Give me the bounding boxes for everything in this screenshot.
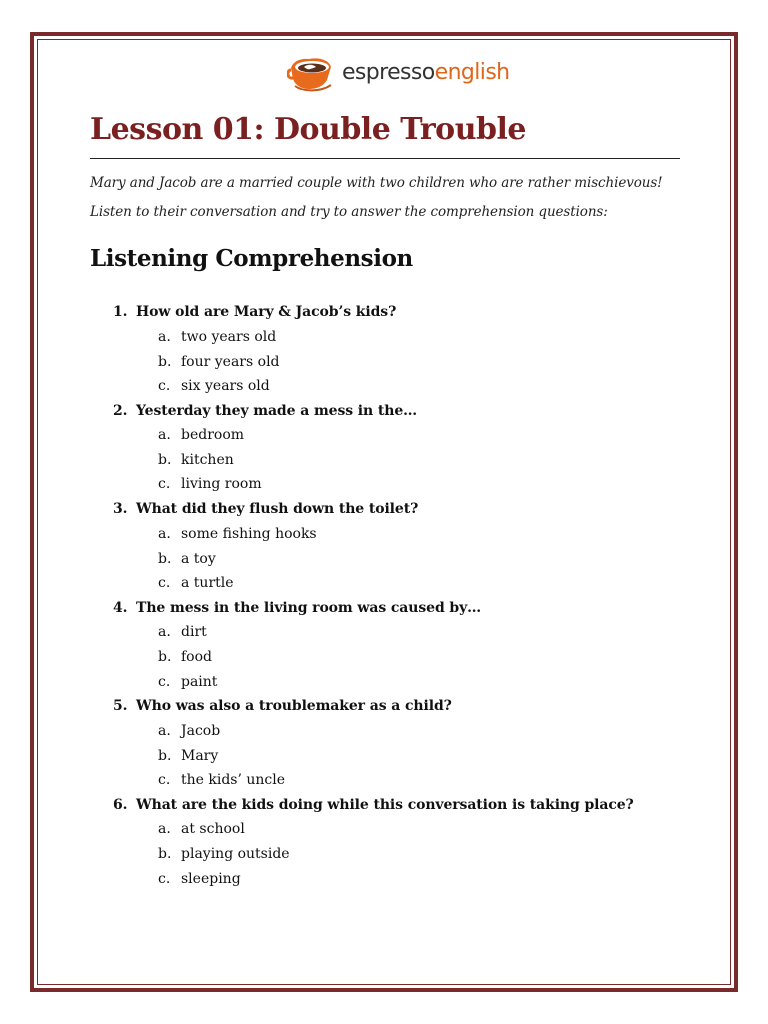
option-letter: b. <box>158 649 172 665</box>
option-text: food <box>181 649 213 665</box>
option-letter: c. <box>158 575 171 591</box>
question-number: 1. <box>113 304 128 320</box>
section-title: Listening Comprehension <box>90 245 413 272</box>
option-2a <box>158 427 244 443</box>
option-2b <box>158 452 234 468</box>
question-text: What are the kids doing while this conversation is taking place? <box>136 797 634 813</box>
question-5 <box>113 698 452 714</box>
option-letter: a. <box>158 427 171 443</box>
option-1a <box>158 329 276 345</box>
option-4a <box>158 624 207 640</box>
option-6a <box>158 821 245 837</box>
option-text: a turtle <box>181 575 234 591</box>
option-text: kitchen <box>181 452 234 468</box>
intro-line-1: Mary and Jacob are a married couple with two children who are rather mischievous! <box>90 175 663 191</box>
question-number: 4. <box>113 600 128 616</box>
option-text: six years old <box>181 378 270 394</box>
option-text: living room <box>181 476 262 492</box>
option-letter: c. <box>158 871 171 887</box>
option-5b <box>158 748 218 764</box>
option-1c <box>158 378 270 394</box>
option-text: some fishing hooks <box>181 526 317 542</box>
option-letter: a. <box>158 526 171 542</box>
option-letter: b. <box>158 846 172 862</box>
option-6b <box>158 846 290 862</box>
question-1 <box>113 304 396 320</box>
question-number: 3. <box>113 501 128 517</box>
question-text: How old are Mary & Jacob’s kids? <box>136 304 397 320</box>
option-text: a toy <box>181 551 216 567</box>
option-letter: a. <box>158 329 171 345</box>
option-3c <box>158 575 234 591</box>
option-3a <box>158 526 317 542</box>
option-letter: a. <box>158 821 171 837</box>
intro-line-2: Listen to their conversation and try to answer the comprehension questions: <box>90 204 608 220</box>
option-text: at school <box>181 821 245 837</box>
option-5a <box>158 723 220 739</box>
logo-word-espresso: espresso <box>342 59 435 85</box>
option-text: Mary <box>181 748 219 764</box>
question-number: 6. <box>113 797 128 813</box>
option-text: the kids’ uncle <box>181 772 286 788</box>
option-letter: c. <box>158 476 171 492</box>
option-text: Jacob <box>181 723 221 739</box>
question-2 <box>113 403 417 419</box>
option-letter: c. <box>158 674 171 690</box>
question-text: Yesterday they made a mess in the… <box>136 403 418 419</box>
option-1b <box>158 354 280 370</box>
question-text: Who was also a troublemaker as a child? <box>136 698 452 714</box>
question-4 <box>113 600 481 616</box>
option-letter: a. <box>158 624 171 640</box>
option-letter: c. <box>158 378 171 394</box>
question-text: The mess in the living room was caused by… <box>136 600 482 616</box>
option-4c <box>158 674 217 690</box>
lesson-title: Lesson 01: Double Trouble <box>90 112 526 147</box>
option-5c <box>158 772 285 788</box>
option-text: two years old <box>181 329 277 345</box>
option-text: four years old <box>181 354 280 370</box>
option-6c <box>158 871 241 887</box>
option-4b <box>158 649 212 665</box>
option-letter: b. <box>158 748 172 764</box>
option-text: sleeping <box>181 871 241 887</box>
option-3b <box>158 551 216 567</box>
option-text: dirt <box>181 624 207 640</box>
option-letter: b. <box>158 551 172 567</box>
question-number: 5. <box>113 698 128 714</box>
option-letter: c. <box>158 772 171 788</box>
option-letter: a. <box>158 723 171 739</box>
option-2c <box>158 476 262 492</box>
option-text: bedroom <box>181 427 245 443</box>
question-number: 2. <box>113 403 128 419</box>
option-letter: b. <box>158 452 172 468</box>
question-text: What did they flush down the toilet? <box>136 501 419 517</box>
option-text: playing outside <box>181 846 290 862</box>
logo-word-english: english <box>434 59 510 85</box>
question-3 <box>113 501 418 517</box>
question-6 <box>113 797 634 813</box>
option-text: paint <box>181 674 218 690</box>
option-letter: b. <box>158 354 172 370</box>
